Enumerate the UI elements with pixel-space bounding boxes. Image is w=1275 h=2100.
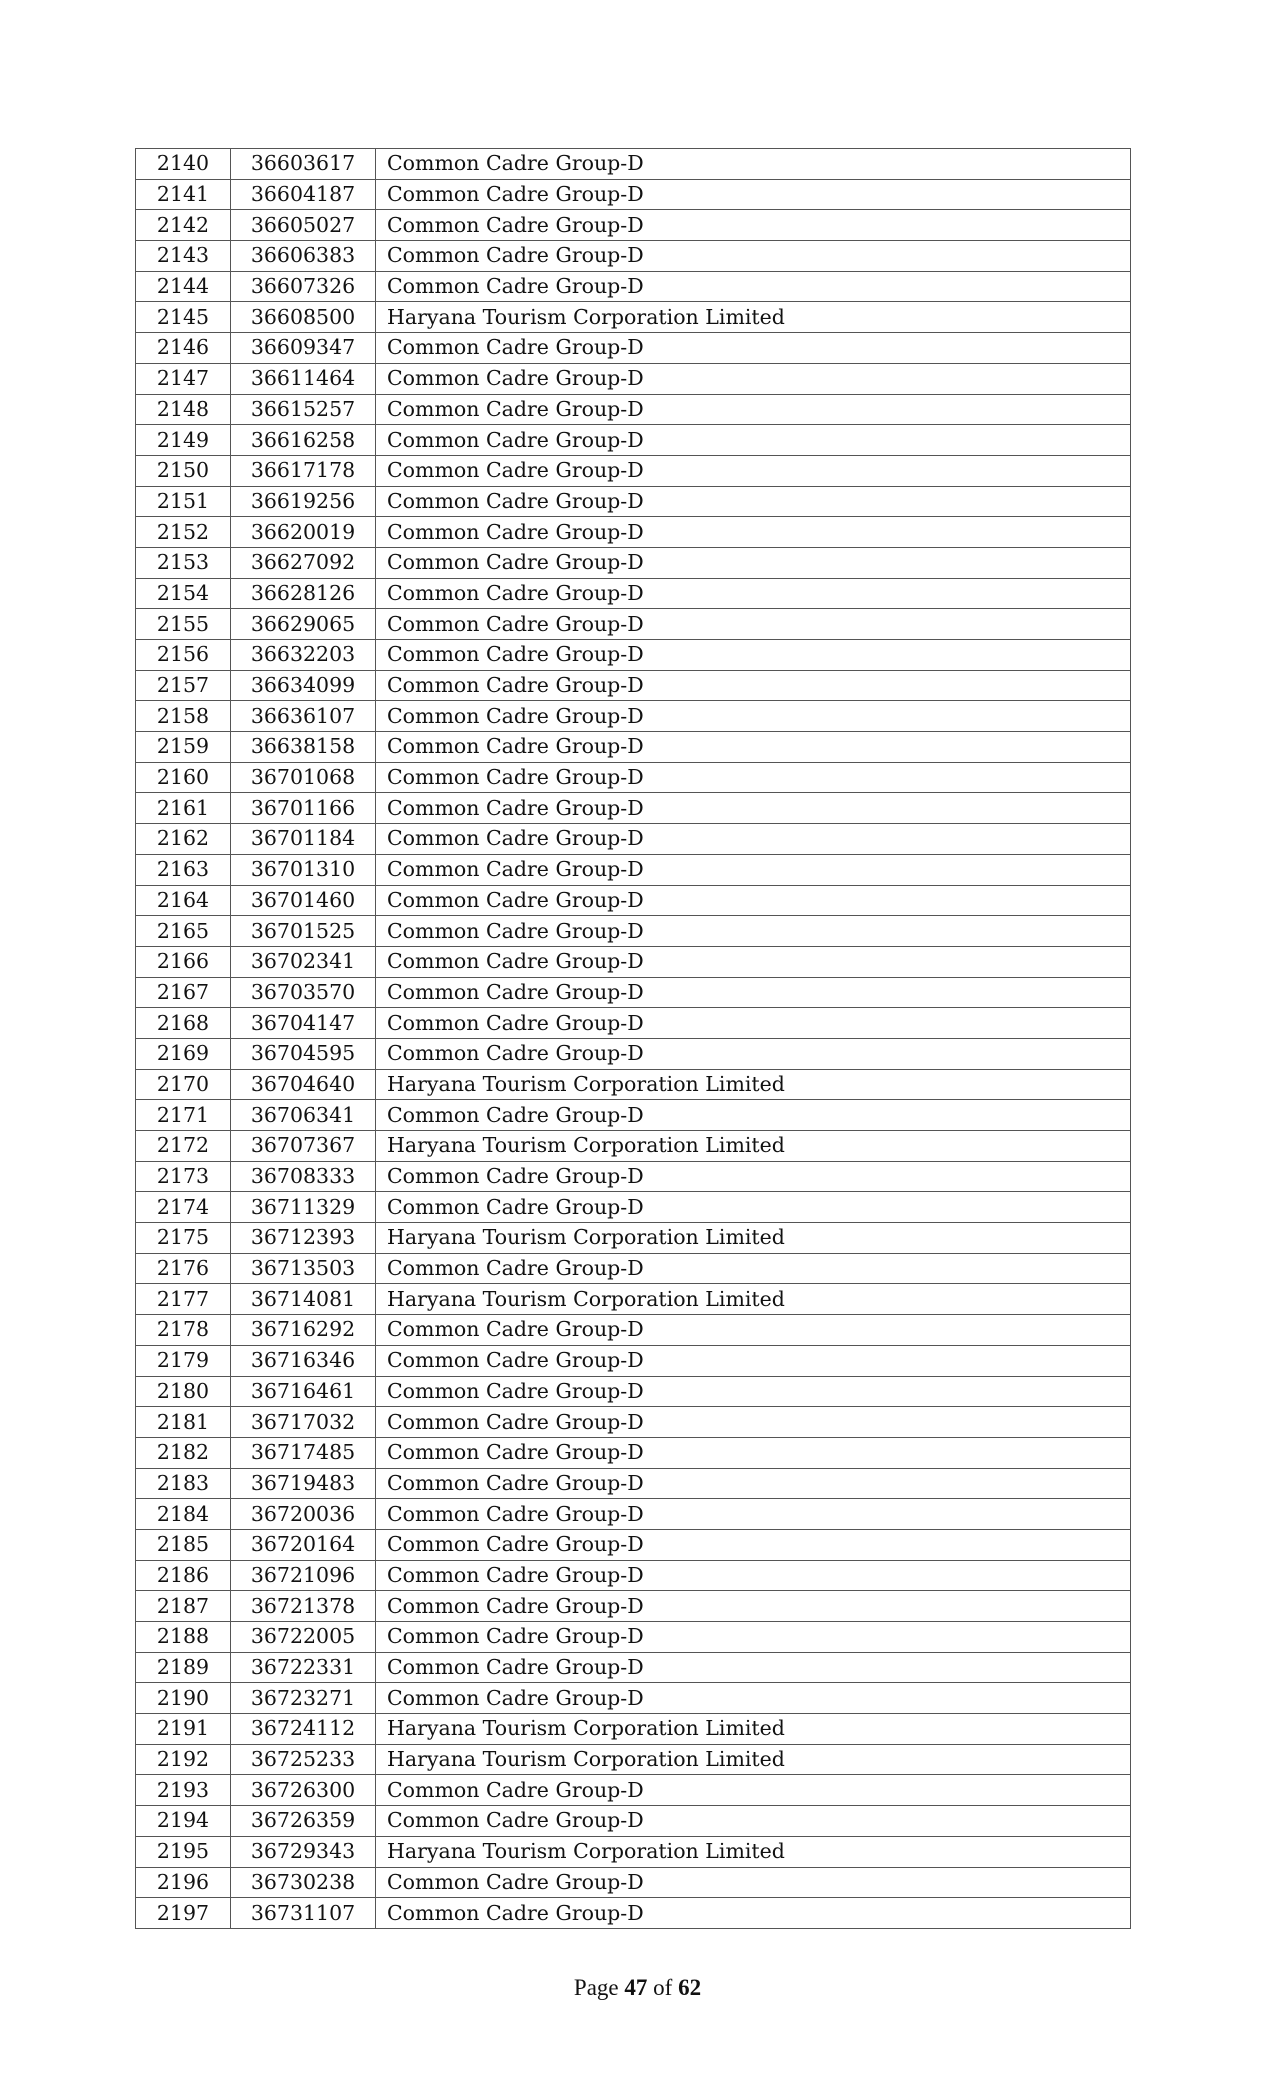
- table-row: [136, 302, 1131, 333]
- table-row: [136, 333, 1131, 364]
- serial-number-cell: 2172: [136, 1131, 231, 1162]
- serial-number-cell: 2160: [136, 762, 231, 793]
- department-cell: Haryana Tourism Corporation Limited: [376, 1744, 1131, 1775]
- serial-number-cell: 2143: [136, 241, 231, 272]
- department-cell: Common Cadre Group-D: [376, 854, 1131, 885]
- roll-number-cell: 36726359: [231, 1806, 376, 1837]
- serial-number-cell: 2142: [136, 210, 231, 241]
- department-cell: Common Cadre Group-D: [376, 1100, 1131, 1131]
- table-row: [136, 1560, 1131, 1591]
- page-footer: [0, 1975, 1275, 2001]
- department-cell: Common Cadre Group-D: [376, 149, 1131, 180]
- page-of-label: of: [653, 1975, 673, 2000]
- department-cell: Common Cadre Group-D: [376, 1867, 1131, 1898]
- department-cell: Common Cadre Group-D: [376, 793, 1131, 824]
- roll-number-cell: 36721378: [231, 1591, 376, 1622]
- serial-number-cell: 2176: [136, 1253, 231, 1284]
- department-cell: Common Cadre Group-D: [376, 1529, 1131, 1560]
- serial-number-cell: 2144: [136, 271, 231, 302]
- roll-number-cell: 36634099: [231, 670, 376, 701]
- table-row: [136, 1652, 1131, 1683]
- department-cell: Common Cadre Group-D: [376, 701, 1131, 732]
- serial-number-cell: 2177: [136, 1284, 231, 1315]
- table-row: [136, 1223, 1131, 1254]
- serial-number-cell: 2152: [136, 517, 231, 548]
- department-cell: Common Cadre Group-D: [376, 1315, 1131, 1346]
- table-row: [136, 762, 1131, 793]
- table-row: [136, 1407, 1131, 1438]
- department-cell: Common Cadre Group-D: [376, 578, 1131, 609]
- roll-number-cell: 36716461: [231, 1376, 376, 1407]
- serial-number-cell: 2180: [136, 1376, 231, 1407]
- department-cell: Common Cadre Group-D: [376, 394, 1131, 425]
- department-cell: Common Cadre Group-D: [376, 1161, 1131, 1192]
- serial-number-cell: 2145: [136, 302, 231, 333]
- department-cell: Common Cadre Group-D: [376, 1008, 1131, 1039]
- roll-number-cell: 36636107: [231, 701, 376, 732]
- table-row: [136, 1192, 1131, 1223]
- table-row: [136, 1315, 1131, 1346]
- department-cell: Common Cadre Group-D: [376, 885, 1131, 916]
- roll-number-cell: 36720036: [231, 1499, 376, 1530]
- roll-number-cell: 36708333: [231, 1161, 376, 1192]
- roll-number-cell: 36604187: [231, 179, 376, 210]
- table-row: [136, 1437, 1131, 1468]
- department-cell: Common Cadre Group-D: [376, 241, 1131, 272]
- page-total: 62: [678, 1975, 702, 2000]
- roll-number-cell: 36706341: [231, 1100, 376, 1131]
- roll-number-cell: 36620019: [231, 517, 376, 548]
- serial-number-cell: 2193: [136, 1775, 231, 1806]
- table-row: [136, 271, 1131, 302]
- serial-number-cell: 2188: [136, 1622, 231, 1653]
- department-cell: Common Cadre Group-D: [376, 1468, 1131, 1499]
- serial-number-cell: 2181: [136, 1407, 231, 1438]
- serial-number-cell: 2195: [136, 1836, 231, 1867]
- department-cell: Common Cadre Group-D: [376, 210, 1131, 241]
- roll-number-cell: 36701068: [231, 762, 376, 793]
- roll-number-cell: 36701166: [231, 793, 376, 824]
- roll-number-cell: 36606383: [231, 241, 376, 272]
- table-row: [136, 1100, 1131, 1131]
- roll-number-cell: 36702341: [231, 946, 376, 977]
- department-cell: Common Cadre Group-D: [376, 946, 1131, 977]
- serial-number-cell: 2175: [136, 1223, 231, 1254]
- serial-number-cell: 2158: [136, 701, 231, 732]
- department-cell: Common Cadre Group-D: [376, 1437, 1131, 1468]
- department-cell: Common Cadre Group-D: [376, 1376, 1131, 1407]
- table-row: [136, 1714, 1131, 1745]
- table-row: [136, 1836, 1131, 1867]
- table-row: [136, 1622, 1131, 1653]
- serial-number-cell: 2167: [136, 977, 231, 1008]
- roll-number-cell: 36707367: [231, 1131, 376, 1162]
- department-cell: Common Cadre Group-D: [376, 486, 1131, 517]
- roll-number-cell: 36609347: [231, 333, 376, 364]
- roll-number-cell: 36703570: [231, 977, 376, 1008]
- roll-number-cell: 36628126: [231, 578, 376, 609]
- serial-number-cell: 2179: [136, 1345, 231, 1376]
- serial-number-cell: 2182: [136, 1437, 231, 1468]
- department-cell: Common Cadre Group-D: [376, 916, 1131, 947]
- serial-number-cell: 2184: [136, 1499, 231, 1530]
- department-cell: Common Cadre Group-D: [376, 732, 1131, 763]
- serial-number-cell: 2149: [136, 425, 231, 456]
- roll-number-cell: 36608500: [231, 302, 376, 333]
- table-row: [136, 486, 1131, 517]
- serial-number-cell: 2148: [136, 394, 231, 425]
- serial-number-cell: 2163: [136, 854, 231, 885]
- serial-number-cell: 2154: [136, 578, 231, 609]
- department-cell: Common Cadre Group-D: [376, 1253, 1131, 1284]
- roll-number-cell: 36704595: [231, 1038, 376, 1069]
- roll-number-cell: 36615257: [231, 394, 376, 425]
- serial-number-cell: 2151: [136, 486, 231, 517]
- serial-number-cell: 2185: [136, 1529, 231, 1560]
- department-cell: Common Cadre Group-D: [376, 1560, 1131, 1591]
- table-row: [136, 1591, 1131, 1622]
- department-cell: Haryana Tourism Corporation Limited: [376, 1836, 1131, 1867]
- serial-number-cell: 2174: [136, 1192, 231, 1223]
- department-cell: Common Cadre Group-D: [376, 517, 1131, 548]
- department-cell: Common Cadre Group-D: [376, 363, 1131, 394]
- serial-number-cell: 2161: [136, 793, 231, 824]
- page-number: 47: [624, 1975, 648, 2000]
- serial-number-cell: 2190: [136, 1683, 231, 1714]
- department-cell: Common Cadre Group-D: [376, 762, 1131, 793]
- department-cell: Common Cadre Group-D: [376, 670, 1131, 701]
- roll-number-cell: 36726300: [231, 1775, 376, 1806]
- table-row: [136, 1069, 1131, 1100]
- department-cell: Haryana Tourism Corporation Limited: [376, 1223, 1131, 1254]
- table-row: [136, 1376, 1131, 1407]
- serial-number-cell: 2191: [136, 1714, 231, 1745]
- roll-number-cell: 36611464: [231, 363, 376, 394]
- department-cell: Haryana Tourism Corporation Limited: [376, 1069, 1131, 1100]
- roll-number-cell: 36721096: [231, 1560, 376, 1591]
- roll-number-cell: 36627092: [231, 547, 376, 578]
- roll-number-cell: 36729343: [231, 1836, 376, 1867]
- table-row: [136, 1683, 1131, 1714]
- roll-number-cell: 36724112: [231, 1714, 376, 1745]
- roll-number-cell: 36722331: [231, 1652, 376, 1683]
- department-cell: Common Cadre Group-D: [376, 1345, 1131, 1376]
- table-row: [136, 1284, 1131, 1315]
- department-cell: Common Cadre Group-D: [376, 1775, 1131, 1806]
- table-row: [136, 241, 1131, 272]
- roll-number-cell: 36616258: [231, 425, 376, 456]
- serial-number-cell: 2155: [136, 609, 231, 640]
- department-cell: Haryana Tourism Corporation Limited: [376, 1131, 1131, 1162]
- serial-number-cell: 2153: [136, 547, 231, 578]
- roll-number-cell: 36717032: [231, 1407, 376, 1438]
- table-row: [136, 885, 1131, 916]
- serial-number-cell: 2186: [136, 1560, 231, 1591]
- roll-number-cell: 36714081: [231, 1284, 376, 1315]
- serial-number-cell: 2166: [136, 946, 231, 977]
- roll-number-cell: 36701460: [231, 885, 376, 916]
- roll-number-cell: 36722005: [231, 1622, 376, 1653]
- roll-number-cell: 36716292: [231, 1315, 376, 1346]
- department-cell: Common Cadre Group-D: [376, 609, 1131, 640]
- serial-number-cell: 2141: [136, 179, 231, 210]
- serial-number-cell: 2171: [136, 1100, 231, 1131]
- roll-number-cell: 36701525: [231, 916, 376, 947]
- serial-number-cell: 2194: [136, 1806, 231, 1837]
- serial-number-cell: 2183: [136, 1468, 231, 1499]
- department-cell: Common Cadre Group-D: [376, 1499, 1131, 1530]
- department-cell: Common Cadre Group-D: [376, 1898, 1131, 1929]
- table-row: [136, 1008, 1131, 1039]
- table-row: [136, 517, 1131, 548]
- department-cell: Common Cadre Group-D: [376, 1192, 1131, 1223]
- table-row: [136, 701, 1131, 732]
- table-row: [136, 1131, 1131, 1162]
- results-table: [135, 148, 1131, 1929]
- serial-number-cell: 2165: [136, 916, 231, 947]
- table-row: [136, 1253, 1131, 1284]
- roll-number-cell: 36704640: [231, 1069, 376, 1100]
- serial-number-cell: 2159: [136, 732, 231, 763]
- table-row: [136, 1468, 1131, 1499]
- table-row: [136, 916, 1131, 947]
- roll-number-cell: 36619256: [231, 486, 376, 517]
- table-row: [136, 394, 1131, 425]
- table-row: [136, 210, 1131, 241]
- roll-number-cell: 36713503: [231, 1253, 376, 1284]
- roll-number-cell: 36605027: [231, 210, 376, 241]
- department-cell: Common Cadre Group-D: [376, 425, 1131, 456]
- department-cell: Common Cadre Group-D: [376, 1652, 1131, 1683]
- serial-number-cell: 2162: [136, 824, 231, 855]
- roll-number-cell: 36701184: [231, 824, 376, 855]
- roll-number-cell: 36603617: [231, 149, 376, 180]
- serial-number-cell: 2173: [136, 1161, 231, 1192]
- serial-number-cell: 2170: [136, 1069, 231, 1100]
- table-row: [136, 946, 1131, 977]
- table-row: [136, 425, 1131, 456]
- table-row: [136, 1345, 1131, 1376]
- table-row: [136, 670, 1131, 701]
- table-row: [136, 1867, 1131, 1898]
- serial-number-cell: 2150: [136, 455, 231, 486]
- page-label: Page: [573, 1975, 619, 2000]
- roll-number-cell: 36720164: [231, 1529, 376, 1560]
- roll-number-cell: 36632203: [231, 640, 376, 671]
- serial-number-cell: 2192: [136, 1744, 231, 1775]
- table-row: [136, 1529, 1131, 1560]
- department-cell: Haryana Tourism Corporation Limited: [376, 302, 1131, 333]
- roll-number-cell: 36704147: [231, 1008, 376, 1039]
- table-row: [136, 1898, 1131, 1929]
- serial-number-cell: 2189: [136, 1652, 231, 1683]
- roll-number-cell: 36730238: [231, 1867, 376, 1898]
- roll-number-cell: 36731107: [231, 1898, 376, 1929]
- roll-number-cell: 36638158: [231, 732, 376, 763]
- roll-number-cell: 36607326: [231, 271, 376, 302]
- roll-number-cell: 36725233: [231, 1744, 376, 1775]
- roll-number-cell: 36717485: [231, 1437, 376, 1468]
- table-row: [136, 1744, 1131, 1775]
- table-row: [136, 179, 1131, 210]
- table-row: [136, 578, 1131, 609]
- table-row: [136, 1775, 1131, 1806]
- serial-number-cell: 2147: [136, 363, 231, 394]
- table-row: [136, 547, 1131, 578]
- table-row: [136, 455, 1131, 486]
- table-row: [136, 854, 1131, 885]
- department-cell: Common Cadre Group-D: [376, 1407, 1131, 1438]
- department-cell: Common Cadre Group-D: [376, 977, 1131, 1008]
- roll-number-cell: 36723271: [231, 1683, 376, 1714]
- department-cell: Haryana Tourism Corporation Limited: [376, 1714, 1131, 1745]
- department-cell: Common Cadre Group-D: [376, 640, 1131, 671]
- table-row: [136, 363, 1131, 394]
- department-cell: Common Cadre Group-D: [376, 455, 1131, 486]
- serial-number-cell: 2178: [136, 1315, 231, 1346]
- department-cell: Common Cadre Group-D: [376, 1622, 1131, 1653]
- results-table-body: [136, 149, 1131, 1929]
- serial-number-cell: 2169: [136, 1038, 231, 1069]
- table-row: [136, 1161, 1131, 1192]
- roll-number-cell: 36712393: [231, 1223, 376, 1254]
- roll-number-cell: 36629065: [231, 609, 376, 640]
- department-cell: Common Cadre Group-D: [376, 824, 1131, 855]
- table-row: [136, 1499, 1131, 1530]
- table-row: [136, 793, 1131, 824]
- department-cell: Common Cadre Group-D: [376, 1591, 1131, 1622]
- serial-number-cell: 2164: [136, 885, 231, 916]
- roll-number-cell: 36711329: [231, 1192, 376, 1223]
- department-cell: Common Cadre Group-D: [376, 179, 1131, 210]
- department-cell: Common Cadre Group-D: [376, 1038, 1131, 1069]
- department-cell: Common Cadre Group-D: [376, 333, 1131, 364]
- department-cell: Common Cadre Group-D: [376, 1806, 1131, 1837]
- department-cell: Haryana Tourism Corporation Limited: [376, 1284, 1131, 1315]
- serial-number-cell: 2146: [136, 333, 231, 364]
- table-row: [136, 824, 1131, 855]
- serial-number-cell: 2140: [136, 149, 231, 180]
- serial-number-cell: 2157: [136, 670, 231, 701]
- serial-number-cell: 2156: [136, 640, 231, 671]
- serial-number-cell: 2187: [136, 1591, 231, 1622]
- table-row: [136, 609, 1131, 640]
- serial-number-cell: 2196: [136, 1867, 231, 1898]
- roll-number-cell: 36719483: [231, 1468, 376, 1499]
- table-row: [136, 732, 1131, 763]
- department-cell: Common Cadre Group-D: [376, 1683, 1131, 1714]
- department-cell: Common Cadre Group-D: [376, 547, 1131, 578]
- table-row: [136, 977, 1131, 1008]
- table-row: [136, 149, 1131, 180]
- serial-number-cell: 2197: [136, 1898, 231, 1929]
- table-row: [136, 1806, 1131, 1837]
- roll-number-cell: 36701310: [231, 854, 376, 885]
- table-row: [136, 1038, 1131, 1069]
- department-cell: Common Cadre Group-D: [376, 271, 1131, 302]
- roll-number-cell: 36617178: [231, 455, 376, 486]
- table-row: [136, 640, 1131, 671]
- serial-number-cell: 2168: [136, 1008, 231, 1039]
- roll-number-cell: 36716346: [231, 1345, 376, 1376]
